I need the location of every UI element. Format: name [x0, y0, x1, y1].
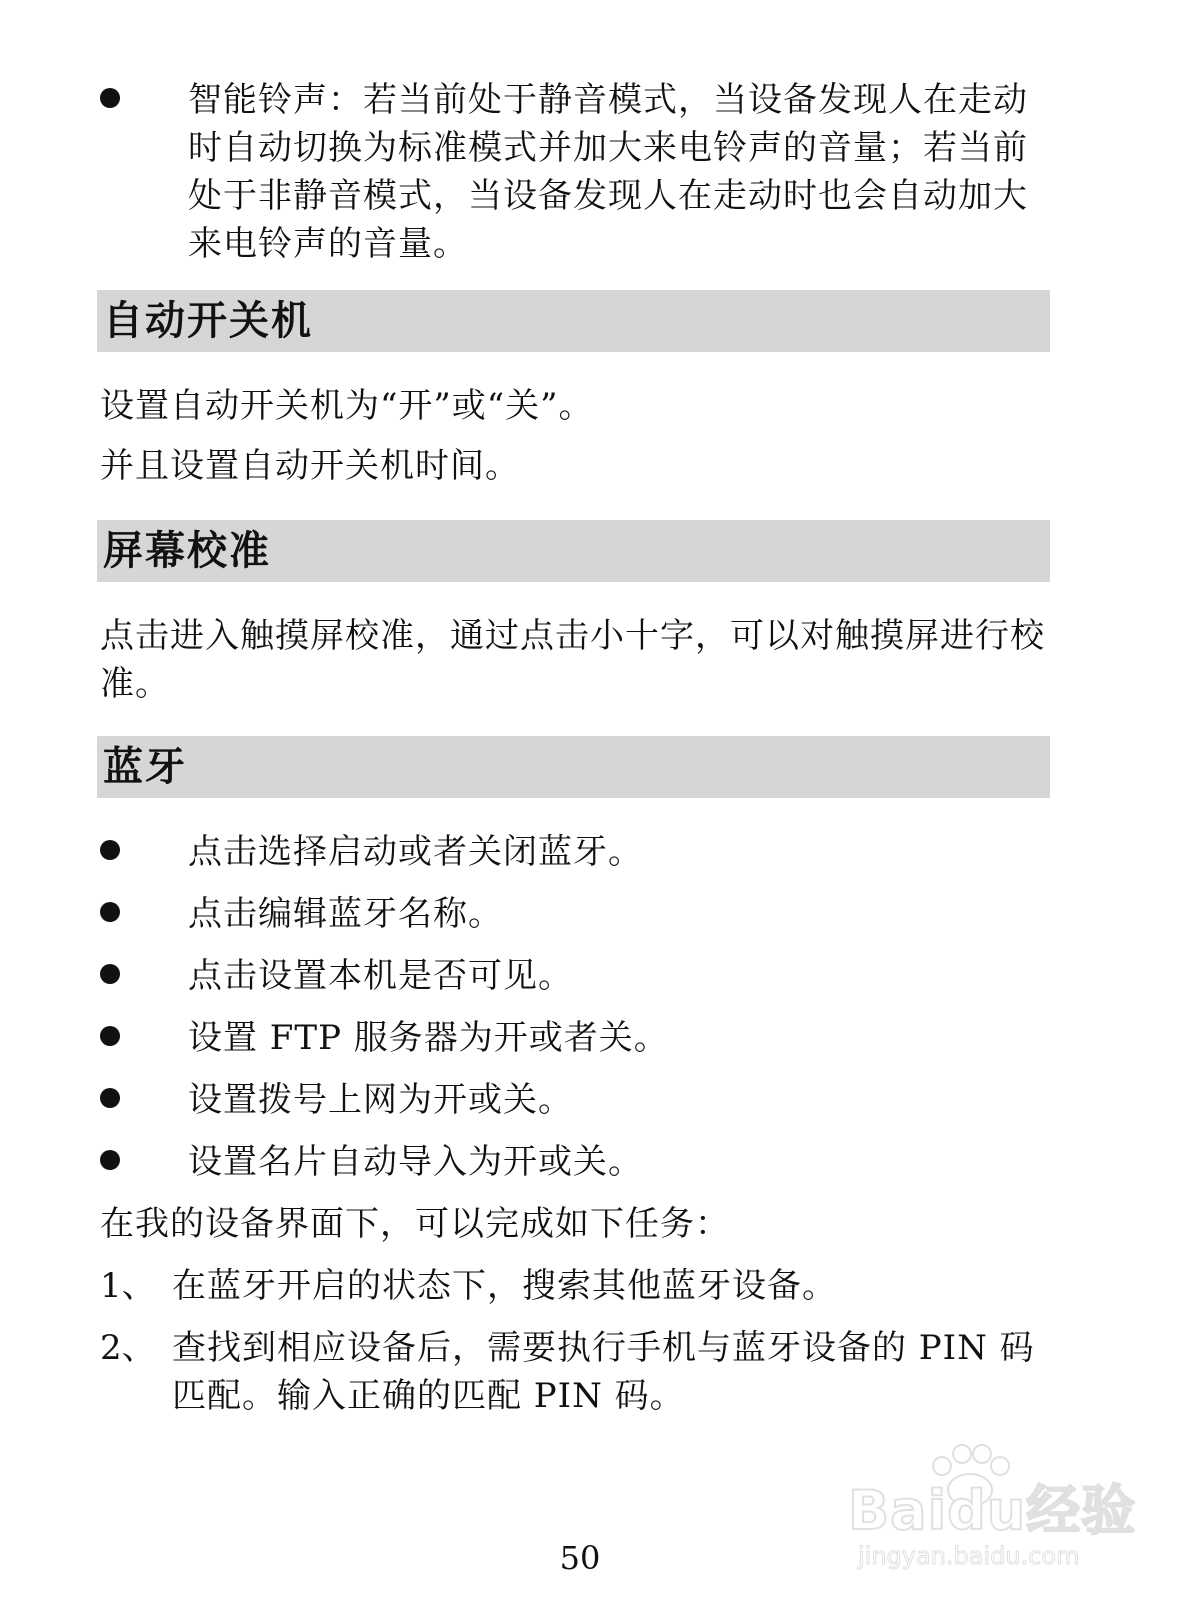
paragraph: 并且设置自动开关机时间。: [100, 446, 520, 486]
list-item-text: 设置拨号上网为开或关。: [188, 1080, 573, 1120]
section-heading-text: 蓝牙: [103, 744, 187, 790]
bullet-icon: [100, 1088, 120, 1108]
list-item: [100, 952, 1050, 996]
list-item-text: 点击设置本机是否可见。: [188, 956, 573, 996]
section-heading-text: 屏幕校准: [103, 528, 271, 574]
paragraph: 设置自动开关机为“开”或“关”。: [100, 386, 594, 426]
list-item: [100, 890, 1050, 934]
watermark-url: jingyan.baidu.com: [858, 1542, 1080, 1570]
list-item: [100, 1014, 1050, 1058]
bullet-icon: [100, 88, 120, 108]
watermark-logo: Baidu经验: [848, 1479, 1137, 1542]
baidu-watermark: [840, 1450, 1140, 1580]
numbered-item-text: 在蓝牙开启的状态下，搜索其他蓝牙设备。: [172, 1266, 837, 1306]
list-item-text: 设置 FTP 服务器为开或者关。: [188, 1018, 669, 1058]
list-item: [100, 828, 1050, 872]
bullet-icon: [100, 1150, 120, 1170]
section-heading: [97, 290, 1050, 352]
paragraph: 在我的设备界面下，可以完成如下任务：: [100, 1204, 730, 1244]
bullet-icon: [100, 902, 120, 922]
numbered-item-text: 查找到相应设备后，需要执行手机与蓝牙设备的 PIN 码匹配。输入正确的匹配 PIN 码。: [172, 1328, 1035, 1416]
bullet-icon: [100, 840, 120, 860]
section-heading: [97, 736, 1050, 798]
list-item: [100, 1076, 1050, 1120]
list-item: [100, 76, 1050, 264]
list-item: [100, 1138, 1050, 1182]
bullet-icon: [100, 1026, 120, 1046]
list-item-text: 点击编辑蓝牙名称。: [188, 894, 503, 934]
item-number: 2、: [100, 1328, 156, 1368]
item-number: 1、: [100, 1266, 156, 1306]
bullet-icon: [100, 964, 120, 984]
list-item-text: 设置名片自动导入为开或关。: [188, 1142, 643, 1182]
section-heading: [97, 520, 1050, 582]
paragraph: 点击进入触摸屏校准，通过点击小十字，可以对触摸屏进行校准。: [100, 616, 1045, 704]
list-item-text: 点击选择启动或者关闭蓝牙。: [188, 832, 643, 872]
page-number: 50: [559, 1539, 601, 1577]
section-heading-text: 自动开关机: [103, 298, 313, 344]
list-item-text: 智能铃声：若当前处于静音模式，当设备发现人在走动时自动切换为标准模式并加大来电铃声的音量；若当前处于非静音模式，当设备发现人在走动时也会自动加大来电铃声的音量。: [188, 80, 1028, 264]
